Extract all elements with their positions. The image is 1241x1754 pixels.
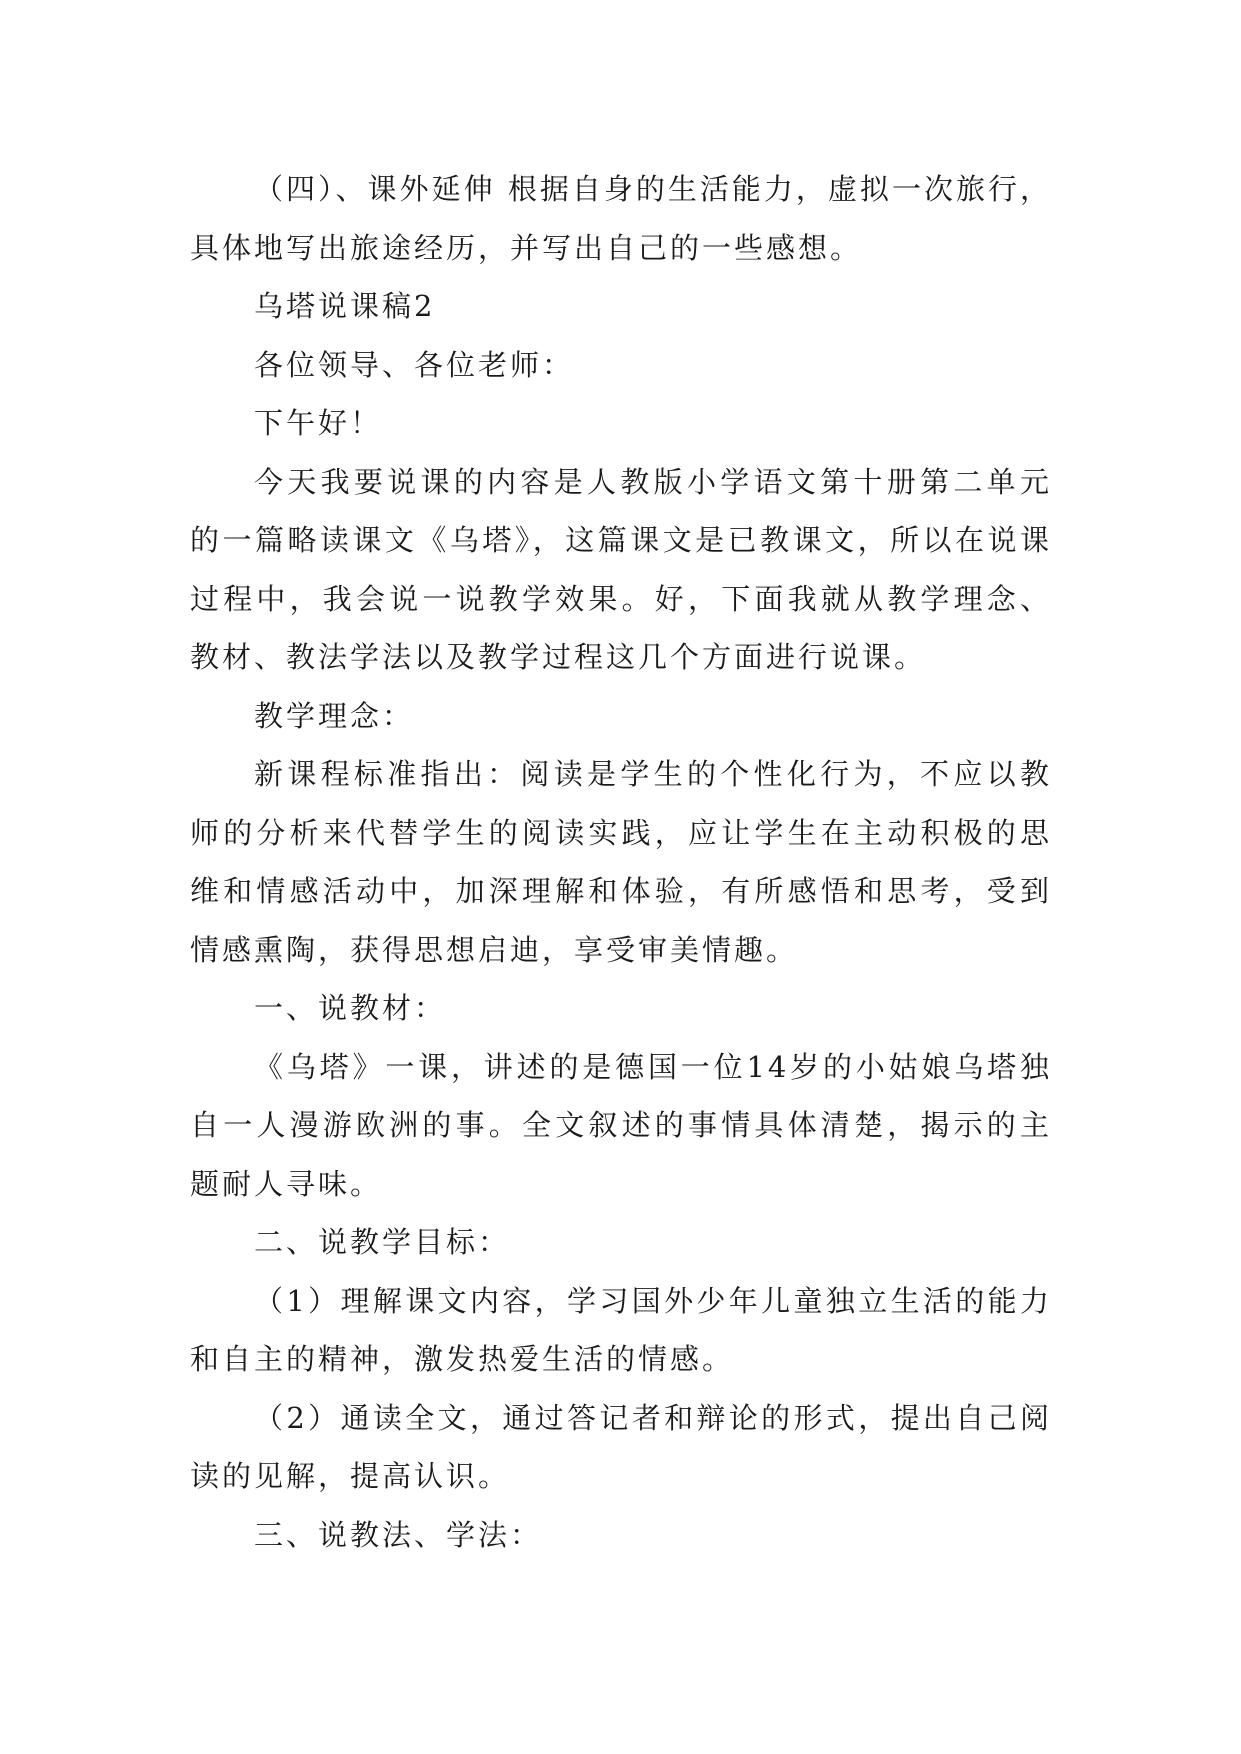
paragraph-curriculum-standard: 新课程标准指出：阅读是学生的个性化行为，不应以教师的分析来代替学生的阅读实践，应让学生在主动积极的思维和情感活动中，加深理解和体验，有所感悟和思考，受到情感熏陶，获得思想启迪，享受审美情趣。 (190, 757, 1052, 967)
paragraph-goal-1: （1）理解课文内容，学习国外少年儿童独立生活的能力和自主的精神，激发热爱生活的情感。 (190, 1283, 1052, 1376)
greeting-audience: 各位领导、各位老师： (254, 347, 575, 382)
heading-teaching-philosophy: 教学理念： (254, 698, 415, 733)
paragraph-goal-2: （2）通读全文，通过答记者和辩论的形式，提出自己阅读的见解，提高认识。 (190, 1400, 1052, 1493)
paragraph-extension: （四）、课外延伸 根据自身的生活能力，虚拟一次旅行，具体地写出旅途经历，并写出自己的一些感想。 (190, 172, 1052, 265)
heading-teaching-methods: 三、说教法、学法： (254, 1517, 543, 1552)
heading-teaching-goals: 二、说教学目标： (254, 1225, 511, 1259)
greeting-afternoon: 下午好！ (254, 406, 383, 440)
paragraph-textbook: 《乌塔》一课，讲述的是德国一位14岁的小姑娘乌塔独自一人漫游欧洲的事。全文叙述的事情具体清楚，揭示的主题耐人寻味。 (190, 1049, 1052, 1201)
document-body (190, 160, 1052, 1564)
paragraph-introduction: 今天我要说课的内容是人教版小学语文第十册第二单元的一篇略读课文《乌塔》，这篇课文是已教课文，所以在说课过程中，我会说一说教学效果。好，下面我就从教学理念、教材、教法学法以及教学过程这几个方面进行说课。 (190, 464, 1052, 674)
heading-textbook: 一、说教材： (254, 991, 447, 1025)
section-heading-title: 乌塔说课稿2 (254, 289, 436, 323)
